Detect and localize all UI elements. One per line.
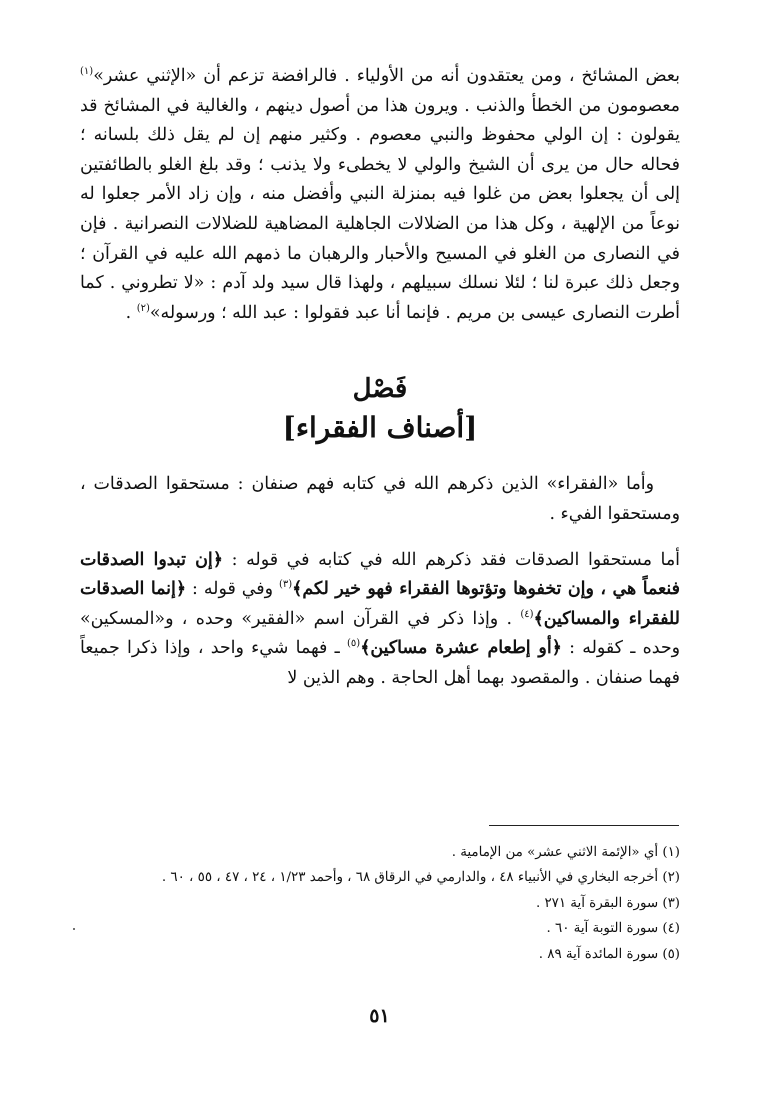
- section-subtitle: [أصناف الفقراء]: [282, 411, 478, 445]
- paragraph-1-text-a: بعض المشائخ ، ومن يعتقدون أنه من الأولياء . فالرافضة تزعم أن «الإثني عشر»: [93, 66, 680, 86]
- paragraph-1-text-c: .: [125, 302, 137, 323]
- footnote-5: (٥) سورة المائدة آية ٨٩ .: [538, 946, 680, 962]
- paragraph-3-text-b: وفي قوله :: [186, 579, 279, 600]
- paragraph-3-text-d: ـ فهما شيء واحد ، وإذا ذكرا جميعاً فهما صنفان . والمقصود بهما أهل الحاجة . وهم الذين لا: [80, 638, 680, 688]
- section-heading: [80, 370, 680, 448]
- footnote-ref-2: (٢): [136, 302, 150, 314]
- paragraph-3-text-c: . وإذا ذكر في القرآن اسم «الفقير» وحده ، و«المسكين» وحده ـ كقوله :: [80, 608, 680, 659]
- footnote-ref-3: (٣): [278, 579, 293, 591]
- paragraph-3: [80, 546, 680, 694]
- footnote-4: (٤) سورة التوبة آية ٦٠ .: [546, 921, 680, 937]
- footnote-ref-5: (٥): [347, 638, 361, 650]
- paragraph-1: [80, 62, 680, 328]
- paragraph-2: وأما «الفقراء» الذين ذكرهم الله في كتابه فهم صنفان : مستحقوا الصدقات ، ومستحقوا الفيء .: [80, 474, 680, 524]
- section-title: فَصْل: [352, 374, 408, 405]
- footnote-2: (٢) أخرجه البخاري في الأنبياء ٤٨ ، والدارمي في الرقاق ٦٨ ، وأحمد ١/٢٣ ، ٢٤ ، ٤٧ ، ٥٥ ، ٦٠ .: [161, 870, 680, 886]
- quran-quote-3: ﴿أو إطعام عشرة مساكين﴾: [360, 638, 562, 659]
- paragraph-3-text-a: أما مستحقوا الصدقات فقد ذكرهم الله في كتابه في قوله :: [222, 549, 680, 570]
- paragraph-1-text-b: معصومون من الخطأ والذنب . ويرون هذا من أصول دينهم ، والغالية في المشائخ قد يقولون : إن الولي محفوظ والنبي معصوم . وكثير منهم إن لم يقل ذلك بلسانه ؛ فحاله حال من يرى أن الشيخ والولي لا يخطىء ولا يذنب ؛ وقد بلغ الغلو بالطائفتين إلى أن يجعلوا بعض من غلوا فيه بمنزلة النبي وأفضل منه ، وإن زاد الأمر جعلوا له نوعاً من الإلهية ، وكل هذا من الضلالات الجاهلية المضاهية للضلالات النصرانية . فإن في النصارى من الغلو في المسيح والأحبار والرهبان ما ذمهم الله عليه في القرآن ؛ وجعل ذلك عبرة لنا ؛ لئلا نسلك سبيلهم ، ولهذا قال سيد ولد آدم : «لا تطروني . كما أطرت النصارى عيسى بن مريم . فإنما أنا عبد فقولوا : عبد الله ؛ ورسوله»: [80, 95, 680, 323]
- scan-speck: [73, 928, 75, 930]
- footnote-ref-4: (٤): [520, 608, 534, 620]
- page-number: ٥١: [369, 1005, 390, 1027]
- page-body: [80, 62, 680, 694]
- quran-quote-2: ﴿إنما الصدقات للفقراء والمساكين﴾: [80, 579, 680, 629]
- quran-quote-1: ﴿إن تبدوا الصدقات فنعماً هي ، وإن تخفوها وتؤتوها الفقراء فهو خير لكم﴾: [80, 549, 680, 600]
- footnotes: [80, 840, 680, 967]
- footnote-ref-1: (١): [80, 66, 94, 78]
- footnote-separator: [489, 825, 679, 826]
- footnote-3: (٣) سورة البقرة آية ٢٧١ .: [535, 895, 680, 911]
- footnote-1: (١) أي «الإئمة الاثني عشر» من الإمامية .: [451, 845, 680, 860]
